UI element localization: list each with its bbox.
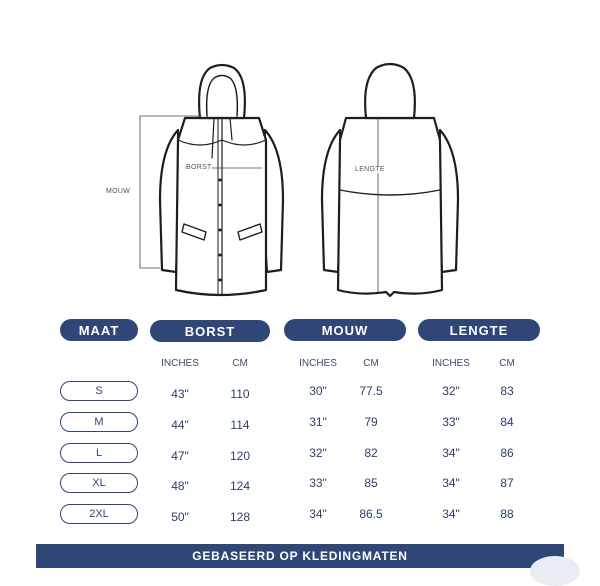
borst-cm: 128 — [229, 510, 251, 524]
mouw-label: MOUW — [106, 188, 131, 195]
borst-cm: 110 — [230, 387, 250, 401]
borst-cm: 124 — [229, 479, 251, 493]
lengte-label: LENGTE — [355, 166, 385, 173]
header-lengte: LENGTE — [418, 319, 540, 341]
mouw-cm: 77.5 — [359, 384, 383, 398]
lengte-inches-header: INCHES — [432, 358, 470, 369]
borst-inches: 44" — [171, 418, 189, 432]
borst-inches: 48" — [171, 479, 189, 493]
lengte-inches: 34" — [442, 476, 460, 490]
size-badge: M — [60, 412, 138, 432]
lengte-inches: 34" — [442, 446, 460, 460]
front-jacket — [160, 65, 283, 295]
mouw-inches: 30" — [309, 384, 327, 398]
header-borst: BORST — [150, 320, 270, 342]
lengte-cm: 84 — [500, 415, 514, 429]
borst-inches: 43" — [171, 387, 189, 401]
header-maat: MAAT — [60, 319, 138, 341]
mouw-cm-header: CM — [363, 358, 379, 369]
borst-inches: 47" — [171, 449, 189, 463]
mouw-inches: 34" — [309, 507, 327, 521]
footer-decoration — [530, 556, 580, 586]
borst-cm: 114 — [230, 418, 250, 432]
footer-banner: GEBASEERD OP KLEDINGMATEN — [36, 544, 564, 568]
size-badge: XL — [60, 473, 138, 493]
mouw-cm: 85 — [364, 476, 378, 490]
lengte-cm: 86 — [500, 446, 514, 460]
borst-cm: 120 — [229, 449, 251, 463]
lengte-cm: 88 — [500, 507, 514, 521]
mouw-inches: 33" — [309, 476, 327, 490]
mouw-cm: 79 — [364, 415, 378, 429]
header-mouw: MOUW — [284, 319, 406, 341]
lengte-cm: 87 — [500, 476, 514, 490]
mouw-cm: 86.5 — [359, 507, 383, 521]
borst-cm-header: CM — [232, 358, 248, 369]
borst-inches: 50" — [171, 510, 189, 524]
borst-inches-header: INCHES — [161, 358, 199, 369]
mouw-inches: 32" — [309, 446, 327, 460]
back-jacket — [322, 64, 458, 296]
borst-label: BORST — [186, 164, 212, 171]
mouw-cm: 82 — [364, 446, 378, 460]
mouw-inches-header: INCHES — [299, 358, 337, 369]
lengte-inches: 33" — [442, 415, 460, 429]
lengte-inches: 34" — [442, 507, 460, 521]
size-badge: L — [60, 443, 138, 463]
lengte-inches: 32" — [442, 384, 460, 398]
size-badge: S — [60, 381, 138, 401]
mouw-inches: 31" — [309, 415, 327, 429]
lengte-cm: 83 — [500, 384, 514, 398]
lengte-cm-header: CM — [499, 358, 515, 369]
size-badge: 2XL — [60, 504, 138, 524]
